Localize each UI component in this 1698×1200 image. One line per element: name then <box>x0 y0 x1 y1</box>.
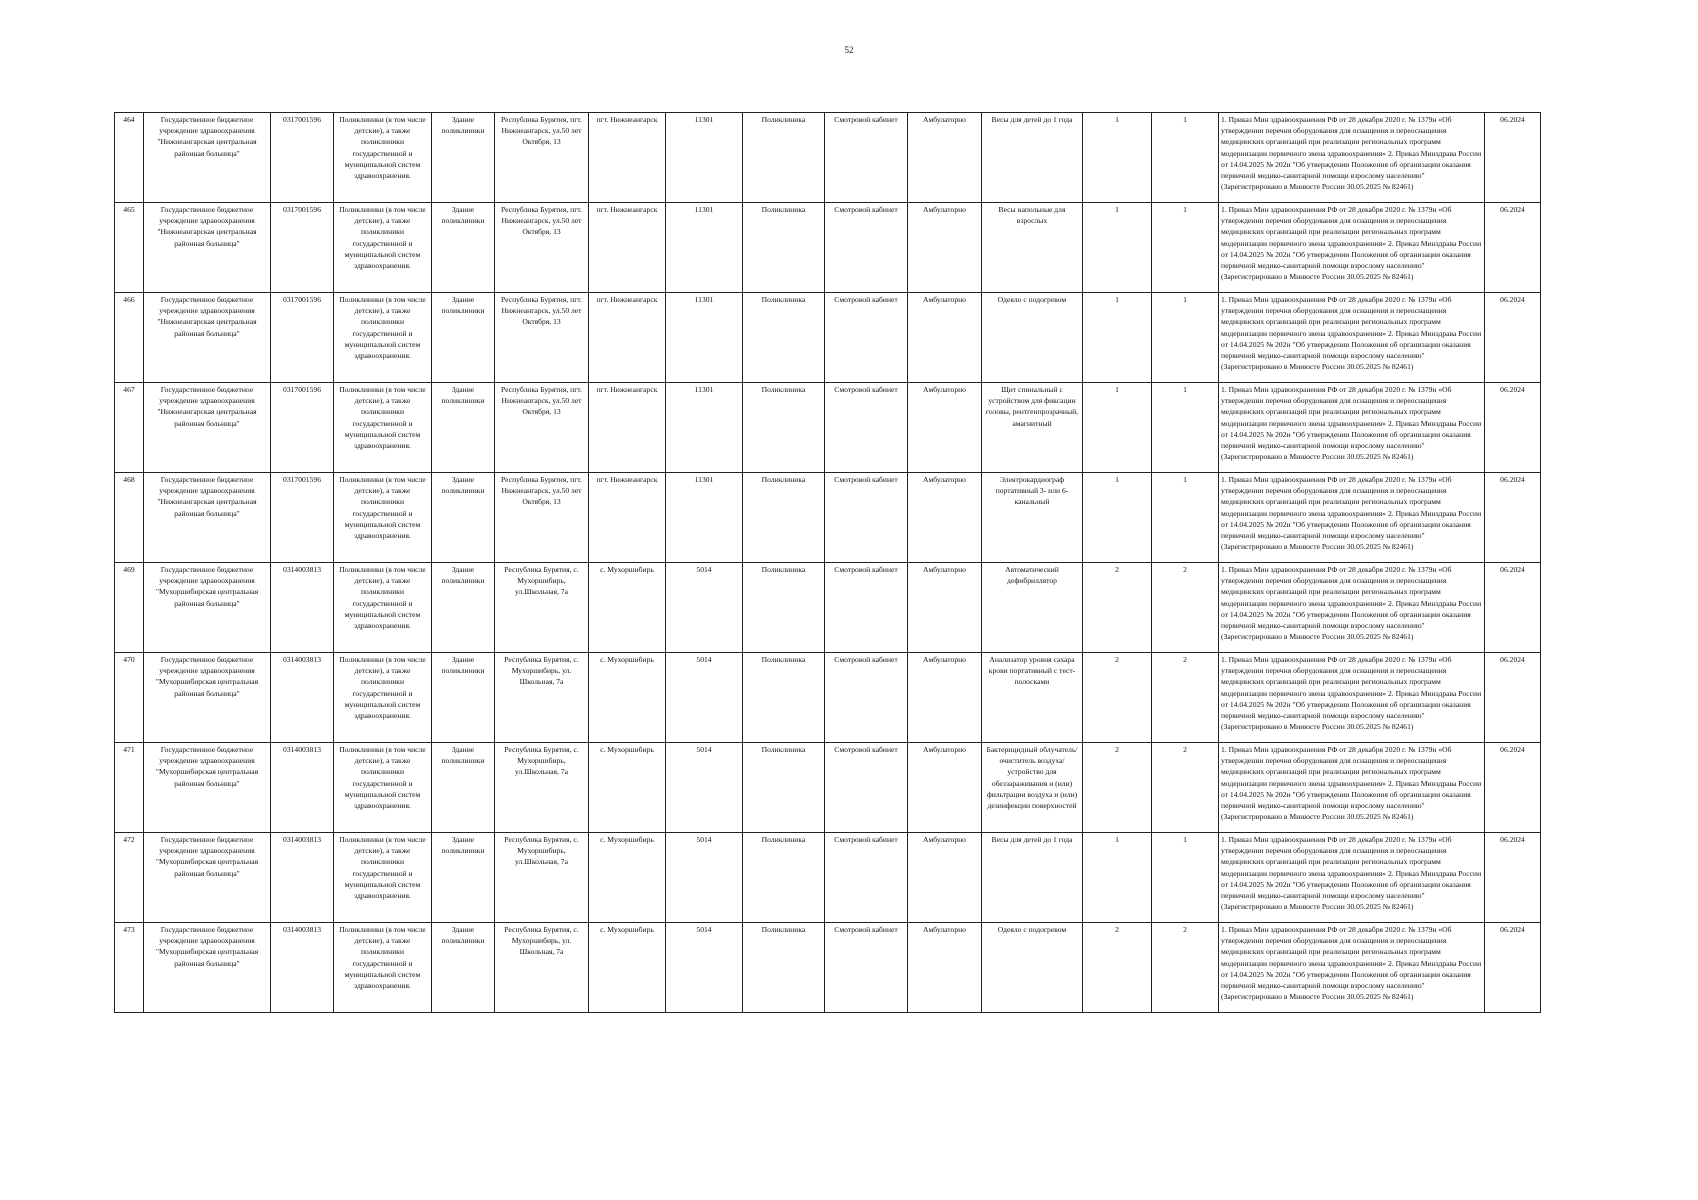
building-name-cell: Здание поликлиники <box>432 653 495 743</box>
equipment-name-cell: Одеяло с подогревом <box>982 293 1083 383</box>
legal-basis-cell: 1. Приказ Мин здравоохранения РФ от 28 декабря 2020 г. № 1379н «Об утверждении перечня оборудования для оснащения и переоснащения медицинских организаций при реализации региональных программ модернизации первичного звена здравоохранения» 2. Приказ Минздрава России от 14.04.2025 № 202н "Об утверждении Положения об организации оказания первичной медико-санитарной помощи взрослому населению" (Зарегистрировано в Минюсте России 30.05.2025 № 82461) <box>1219 743 1485 833</box>
department-cell: Поликлиника <box>743 203 825 293</box>
table-row <box>115 743 1541 833</box>
inn-code-cell: 0314003813 <box>271 563 334 653</box>
facility-type-cell: Поликлиники (в том числе детские), а также поликлиники государственной и муниципальной систем здравоохранения. <box>334 473 432 563</box>
quantity-required-cell: 2 <box>1083 563 1152 653</box>
address-cell: Республика Бурятия, пгт. Нижнеангарск, ул.50 лет Октября, 13 <box>495 383 589 473</box>
table-row <box>115 383 1541 473</box>
facility-type-cell: Поликлиники (в том числе детские), а также поликлиники государственной и муниципальной систем здравоохранения. <box>334 113 432 203</box>
room-name-cell: Смотровой кабинет <box>825 563 908 653</box>
population-cell: 5014 <box>666 923 743 1013</box>
facility-type-cell: Поликлиники (в том числе детские), а также поликлиники государственной и муниципальной систем здравоохранения. <box>334 833 432 923</box>
room-name-cell: Смотровой кабинет <box>825 383 908 473</box>
population-cell: 5014 <box>666 563 743 653</box>
equipment-name-cell: Автоматический дефибриллятор <box>982 563 1083 653</box>
quantity-planned-cell: 2 <box>1152 653 1219 743</box>
address-cell: Республика Бурятия, с. Мухоршибирь, ул. Школьная, 7а <box>495 923 589 1013</box>
row-number-cell: 471 <box>115 743 144 833</box>
facility-type-cell: Поликлиники (в том числе детские), а также поликлиники государственной и муниципальной систем здравоохранения. <box>334 383 432 473</box>
address-cell: Республика Бурятия, пгт. Нижнеангарск, ул.50 лет Октября, 13 <box>495 473 589 563</box>
care-mode-cell: Амбулаторно <box>908 473 982 563</box>
settlement-cell: с. Мухоршибирь <box>589 563 666 653</box>
legal-basis-cell: 1. Приказ Мин здравоохранения РФ от 28 декабря 2020 г. № 1379н «Об утверждении перечня оборудования для оснащения и переоснащения медицинских организаций при реализации региональных программ модернизации первичного звена здравоохранения» 2. Приказ Минздрава России от 14.04.2025 № 202н "Об утверждении Положения об организации оказания первичной медико-санитарной помощи взрослому населению" (Зарегистрировано в Минюсте России 30.05.2025 № 82461) <box>1219 113 1485 203</box>
inn-code-cell: 0317001596 <box>271 293 334 383</box>
deadline-date-cell: 06.2024 <box>1485 293 1541 383</box>
building-name-cell: Здание поликлиники <box>432 113 495 203</box>
organization-name-cell: Государственное бюджетное учреждение здравоохранения "Нижнеангарская центральная районная больница" <box>144 383 271 473</box>
address-cell: Республика Бурятия, пгт. Нижнеангарск, ул.50 лет Октября, 13 <box>495 203 589 293</box>
equipment-name-cell: Весы напольные для взрослых <box>982 203 1083 293</box>
legal-basis-cell: 1. Приказ Мин здравоохранения РФ от 28 декабря 2020 г. № 1379н «Об утверждении перечня оборудования для оснащения и переоснащения медицинских организаций при реализации региональных программ модернизации первичного звена здравоохранения» 2. Приказ Минздрава России от 14.04.2025 № 202н "Об утверждении Положения об организации оказания первичной медико-санитарной помощи взрослому населению" (Зарегистрировано в Минюсте России 30.05.2025 № 82461) <box>1219 383 1485 473</box>
deadline-date-cell: 06.2024 <box>1485 383 1541 473</box>
inn-code-cell: 0314003813 <box>271 653 334 743</box>
table-row <box>115 833 1541 923</box>
quantity-required-cell: 2 <box>1083 653 1152 743</box>
legal-basis-cell: 1. Приказ Мин здравоохранения РФ от 28 декабря 2020 г. № 1379н «Об утверждении перечня оборудования для оснащения и переоснащения медицинских организаций при реализации региональных программ модернизации первичного звена здравоохранения» 2. Приказ Минздрава России от 14.04.2025 № 202н "Об утверждении Положения об организации оказания первичной медико-санитарной помощи взрослому населению" (Зарегистрировано в Минюсте России 30.05.2025 № 82461) <box>1219 833 1485 923</box>
room-name-cell: Смотровой кабинет <box>825 923 908 1013</box>
care-mode-cell: Амбулаторно <box>908 113 982 203</box>
settlement-cell: пгт. Нижнеангарск <box>589 203 666 293</box>
organization-name-cell: Государственное бюджетное учреждение здравоохранения "Мухоршибирская центральная районная больница" <box>144 743 271 833</box>
care-mode-cell: Амбулаторно <box>908 383 982 473</box>
facility-type-cell: Поликлиники (в том числе детские), а также поликлиники государственной и муниципальной систем здравоохранения. <box>334 743 432 833</box>
facility-type-cell: Поликлиники (в том числе детские), а также поликлиники государственной и муниципальной систем здравоохранения. <box>334 203 432 293</box>
settlement-cell: с. Мухоршибирь <box>589 653 666 743</box>
building-name-cell: Здание поликлиники <box>432 743 495 833</box>
quantity-planned-cell: 1 <box>1152 293 1219 383</box>
care-mode-cell: Амбулаторно <box>908 743 982 833</box>
department-cell: Поликлиника <box>743 833 825 923</box>
inn-code-cell: 0314003813 <box>271 833 334 923</box>
deadline-date-cell: 06.2024 <box>1485 473 1541 563</box>
facility-type-cell: Поликлиники (в том числе детские), а также поликлиники государственной и муниципальной систем здравоохранения. <box>334 293 432 383</box>
population-cell: 5014 <box>666 833 743 923</box>
building-name-cell: Здание поликлиники <box>432 293 495 383</box>
quantity-required-cell: 1 <box>1083 113 1152 203</box>
room-name-cell: Смотровой кабинет <box>825 653 908 743</box>
table-row <box>115 563 1541 653</box>
quantity-required-cell: 1 <box>1083 473 1152 563</box>
facility-type-cell: Поликлиники (в том числе детские), а также поликлиники государственной и муниципальной систем здравоохранения. <box>334 563 432 653</box>
row-number-cell: 467 <box>115 383 144 473</box>
department-cell: Поликлиника <box>743 113 825 203</box>
inn-code-cell: 0317001596 <box>271 113 334 203</box>
equipment-name-cell: Щит спинальный с устройством для фиксации головы, рентгенпрозрачный, амагнитный <box>982 383 1083 473</box>
equipment-name-cell: Одеяло с подогревом <box>982 923 1083 1013</box>
population-cell: 11301 <box>666 383 743 473</box>
settlement-cell: пгт. Нижнеангарск <box>589 113 666 203</box>
quantity-required-cell: 1 <box>1083 203 1152 293</box>
table-row <box>115 113 1541 203</box>
quantity-planned-cell: 1 <box>1152 203 1219 293</box>
address-cell: Республика Бурятия, с. Мухоршибирь, ул.Школьная, 7а <box>495 833 589 923</box>
equipment-name-cell: Весы для детей до 1 года <box>982 833 1083 923</box>
department-cell: Поликлиника <box>743 653 825 743</box>
quantity-required-cell: 2 <box>1083 923 1152 1013</box>
quantity-required-cell: 1 <box>1083 383 1152 473</box>
deadline-date-cell: 06.2024 <box>1485 653 1541 743</box>
organization-name-cell: Государственное бюджетное учреждение здравоохранения "Мухоршибирская центральная районная больница" <box>144 563 271 653</box>
quantity-required-cell: 1 <box>1083 293 1152 383</box>
population-cell: 11301 <box>666 293 743 383</box>
table-row <box>115 653 1541 743</box>
room-name-cell: Смотровой кабинет <box>825 203 908 293</box>
inn-code-cell: 0314003813 <box>271 743 334 833</box>
settlement-cell: с. Мухоршибирь <box>589 923 666 1013</box>
care-mode-cell: Амбулаторно <box>908 293 982 383</box>
department-cell: Поликлиника <box>743 293 825 383</box>
legal-basis-cell: 1. Приказ Мин здравоохранения РФ от 28 декабря 2020 г. № 1379н «Об утверждении перечня оборудования для оснащения и переоснащения медицинских организаций при реализации региональных программ модернизации первичного звена здравоохранения» 2. Приказ Минздрава России от 14.04.2025 № 202н "Об утверждении Положения об организации оказания первичной медико-санитарной помощи взрослому населению" (Зарегистрировано в Минюсте России 30.05.2025 № 82461) <box>1219 563 1485 653</box>
table-body <box>115 113 1541 1013</box>
deadline-date-cell: 06.2024 <box>1485 833 1541 923</box>
room-name-cell: Смотровой кабинет <box>825 293 908 383</box>
population-cell: 5014 <box>666 743 743 833</box>
row-number-cell: 470 <box>115 653 144 743</box>
equipment-name-cell: Анализатор уровня сахара крови портативный с тест-полосками <box>982 653 1083 743</box>
deadline-date-cell: 06.2024 <box>1485 743 1541 833</box>
care-mode-cell: Амбулаторно <box>908 563 982 653</box>
quantity-planned-cell: 1 <box>1152 383 1219 473</box>
row-number-cell: 466 <box>115 293 144 383</box>
legal-basis-cell: 1. Приказ Мин здравоохранения РФ от 28 декабря 2020 г. № 1379н «Об утверждении перечня оборудования для оснащения и переоснащения медицинских организаций при реализации региональных программ модернизации первичного звена здравоохранения» 2. Приказ Минздрава России от 14.04.2025 № 202н "Об утверждении Положения об организации оказания первичной медико-санитарной помощи взрослому населению" (Зарегистрировано в Минюсте России 30.05.2025 № 82461) <box>1219 923 1485 1013</box>
quantity-planned-cell: 1 <box>1152 833 1219 923</box>
organization-name-cell: Государственное бюджетное учреждение здравоохранения "Мухоршибирская центральная районная больница" <box>144 923 271 1013</box>
settlement-cell: пгт. Нижнеангарск <box>589 473 666 563</box>
address-cell: Республика Бурятия, пгт. Нижнеангарск, ул.50 лет Октября, 13 <box>495 293 589 383</box>
inn-code-cell: 0317001596 <box>271 383 334 473</box>
building-name-cell: Здание поликлиники <box>432 383 495 473</box>
table-row <box>115 923 1541 1013</box>
legal-basis-cell: 1. Приказ Мин здравоохранения РФ от 28 декабря 2020 г. № 1379н «Об утверждении перечня оборудования для оснащения и переоснащения медицинских организаций при реализации региональных программ модернизации первичного звена здравоохранения» 2. Приказ Минздрава России от 14.04.2025 № 202н "Об утверждении Положения об организации оказания первичной медико-санитарной помощи взрослому населению" (Зарегистрировано в Минюсте России 30.05.2025 № 82461) <box>1219 203 1485 293</box>
department-cell: Поликлиника <box>743 383 825 473</box>
legal-basis-cell: 1. Приказ Мин здравоохранения РФ от 28 декабря 2020 г. № 1379н «Об утверждении перечня оборудования для оснащения и переоснащения медицинских организаций при реализации региональных программ модернизации первичного звена здравоохранения» 2. Приказ Минздрава России от 14.04.2025 № 202н "Об утверждении Положения об организации оказания первичной медико-санитарной помощи взрослому населению" (Зарегистрировано в Минюсте России 30.05.2025 № 82461) <box>1219 653 1485 743</box>
quantity-planned-cell: 1 <box>1152 473 1219 563</box>
care-mode-cell: Амбулаторно <box>908 653 982 743</box>
building-name-cell: Здание поликлиники <box>432 473 495 563</box>
quantity-planned-cell: 2 <box>1152 923 1219 1013</box>
facility-type-cell: Поликлиники (в том числе детские), а также поликлиники государственной и муниципальной систем здравоохранения. <box>334 923 432 1013</box>
care-mode-cell: Амбулаторно <box>908 923 982 1013</box>
address-cell: Республика Бурятия, с. Мухоршибирь, ул.Школьная, 7а <box>495 743 589 833</box>
address-cell: Республика Бурятия, с. Мухоршибирь, ул. Школьная, 7а <box>495 653 589 743</box>
organization-name-cell: Государственное бюджетное учреждение здравоохранения "Мухоршибирская центральная районная больница" <box>144 833 271 923</box>
equipment-name-cell: Весы для детей до 1 года <box>982 113 1083 203</box>
building-name-cell: Здание поликлиники <box>432 833 495 923</box>
deadline-date-cell: 06.2024 <box>1485 563 1541 653</box>
organization-name-cell: Государственное бюджетное учреждение здравоохранения "Нижнеангарская центральная районная больница" <box>144 203 271 293</box>
table-row <box>115 293 1541 383</box>
department-cell: Поликлиника <box>743 473 825 563</box>
legal-basis-cell: 1. Приказ Мин здравоохранения РФ от 28 декабря 2020 г. № 1379н «Об утверждении перечня оборудования для оснащения и переоснащения медицинских организаций при реализации региональных программ модернизации первичного звена здравоохранения» 2. Приказ Минздрава России от 14.04.2025 № 202н "Об утверждении Положения об организации оказания первичной медико-санитарной помощи взрослому населению" (Зарегистрировано в Минюсте России 30.05.2025 № 82461) <box>1219 293 1485 383</box>
organization-name-cell: Государственное бюджетное учреждение здравоохранения "Нижнеангарская центральная районная больница" <box>144 113 271 203</box>
row-number-cell: 472 <box>115 833 144 923</box>
row-number-cell: 464 <box>115 113 144 203</box>
deadline-date-cell: 06.2024 <box>1485 203 1541 293</box>
quantity-required-cell: 1 <box>1083 833 1152 923</box>
population-cell: 5014 <box>666 653 743 743</box>
quantity-planned-cell: 1 <box>1152 113 1219 203</box>
care-mode-cell: Амбулаторно <box>908 203 982 293</box>
deadline-date-cell: 06.2024 <box>1485 113 1541 203</box>
table-row <box>115 473 1541 563</box>
quantity-planned-cell: 2 <box>1152 743 1219 833</box>
building-name-cell: Здание поликлиники <box>432 563 495 653</box>
settlement-cell: с. Мухоршибирь <box>589 743 666 833</box>
address-cell: Республика Бурятия, с. Мухоршибирь, ул.Школьная, 7а <box>495 563 589 653</box>
department-cell: Поликлиника <box>743 563 825 653</box>
row-number-cell: 469 <box>115 563 144 653</box>
settlement-cell: пгт. Нижнеангарск <box>589 383 666 473</box>
inn-code-cell: 0314003813 <box>271 923 334 1013</box>
room-name-cell: Смотровой кабинет <box>825 743 908 833</box>
care-mode-cell: Амбулаторно <box>908 833 982 923</box>
organization-name-cell: Государственное бюджетное учреждение здравоохранения "Мухоршибирская центральная районная больница" <box>144 653 271 743</box>
room-name-cell: Смотровой кабинет <box>825 833 908 923</box>
building-name-cell: Здание поликлиники <box>432 923 495 1013</box>
organization-name-cell: Государственное бюджетное учреждение здравоохранения "Нижнеангарская центральная районная больница" <box>144 293 271 383</box>
row-number-cell: 465 <box>115 203 144 293</box>
department-cell: Поликлиника <box>743 923 825 1013</box>
equipment-name-cell: Бактерицидный облучатель/очиститель воздуха/устройство для обеззараживания и (или) фильтрации воздуха и (или) дезинфекции поверхностей <box>982 743 1083 833</box>
row-number-cell: 473 <box>115 923 144 1013</box>
address-cell: Республика Бурятия, пгт. Нижнеангарск, ул.50 лет Октября, 13 <box>495 113 589 203</box>
room-name-cell: Смотровой кабинет <box>825 473 908 563</box>
quantity-planned-cell: 2 <box>1152 563 1219 653</box>
deadline-date-cell: 06.2024 <box>1485 923 1541 1013</box>
room-name-cell: Смотровой кабинет <box>825 113 908 203</box>
settlement-cell: с. Мухоршибирь <box>589 833 666 923</box>
row-number-cell: 468 <box>115 473 144 563</box>
population-cell: 11301 <box>666 473 743 563</box>
equipment-register-table <box>114 112 1541 1013</box>
population-cell: 11301 <box>666 203 743 293</box>
settlement-cell: пгт. Нижнеангарск <box>589 293 666 383</box>
facility-type-cell: Поликлиники (в том числе детские), а также поликлиники государственной и муниципальной систем здравоохранения. <box>334 653 432 743</box>
department-cell: Поликлиника <box>743 743 825 833</box>
legal-basis-cell: 1. Приказ Мин здравоохранения РФ от 28 декабря 2020 г. № 1379н «Об утверждении перечня оборудования для оснащения и переоснащения медицинских организаций при реализации региональных программ модернизации первичного звена здравоохранения» 2. Приказ Минздрава России от 14.04.2025 № 202н "Об утверждении Положения об организации оказания первичной медико-санитарной помощи взрослому населению" (Зарегистрировано в Минюсте России 30.05.2025 № 82461) <box>1219 473 1485 563</box>
equipment-name-cell: Электрокардиограф портативный 3- или 6-канальный <box>982 473 1083 563</box>
building-name-cell: Здание поликлиники <box>432 203 495 293</box>
organization-name-cell: Государственное бюджетное учреждение здравоохранения "Нижнеангарская центральная районная больница" <box>144 473 271 563</box>
quantity-required-cell: 2 <box>1083 743 1152 833</box>
table-row <box>115 203 1541 293</box>
population-cell: 11301 <box>666 113 743 203</box>
inn-code-cell: 0317001596 <box>271 473 334 563</box>
inn-code-cell: 0317001596 <box>271 203 334 293</box>
page-number: 52 <box>844 45 854 55</box>
